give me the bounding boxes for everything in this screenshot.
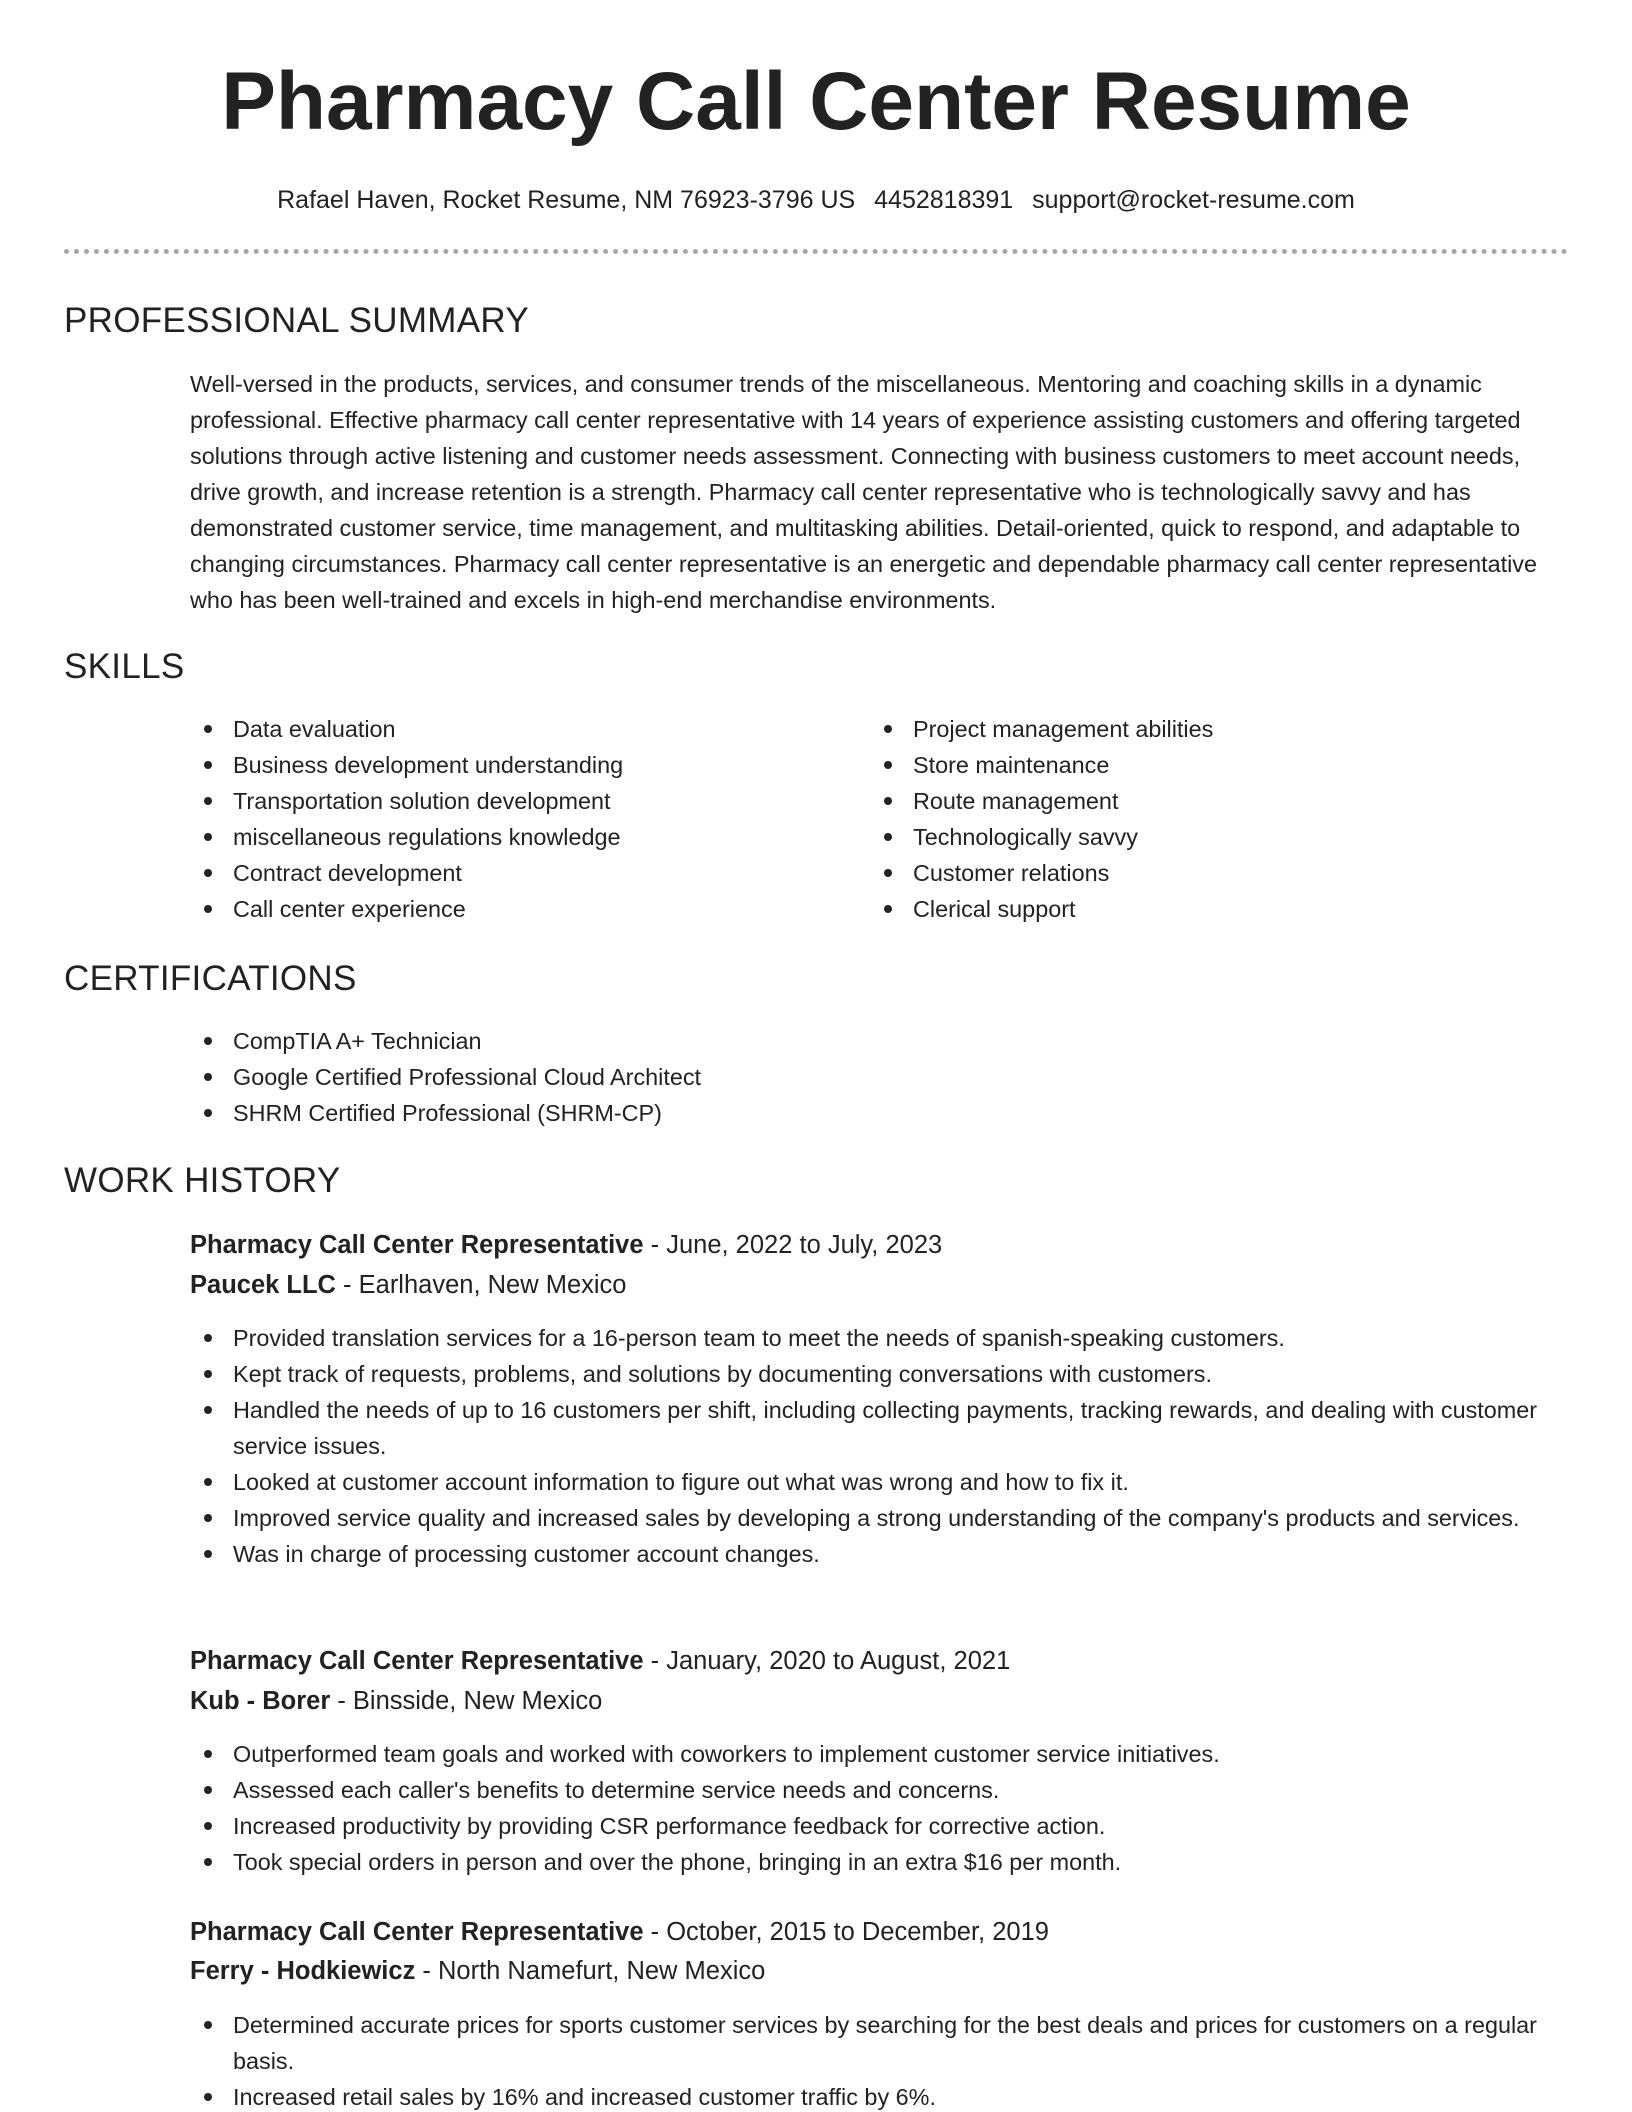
summary-text: Well-versed in the products, services, and consumer trends of the miscellaneous. Mentoring and coaching skills in a dynamic professional. Effective pharmacy call center representative with 14 years of experience assisting customers and offering targeted solutions through active listening and customer needs assessment. Connecting with business customers to meet account needs, drive growth, and increase retention is a strength. Pharmacy call center representative who is technologically savvy and has demonstrated customer service, time management, and multitasking abilities. Detail-oriented, quick to respond, and adaptable to changing circumstances. Pharmacy call center representative is an energetic and dependable pharmacy call center representative who has been well-trained and excels in high-end merchandise environments. — [190, 371, 1537, 613]
job-company-line — [190, 1951, 765, 1991]
skill-item: Clerical support — [870, 891, 1510, 927]
skill-item: Transportation solution development — [190, 783, 830, 819]
skills-list-right — [870, 711, 1510, 927]
skill-item: miscellaneous regulations knowledge — [190, 819, 830, 855]
job-bullet: Increased productivity by providing CSR performance feedback for corrective action. — [190, 1808, 1568, 1844]
skill-item: Project management abilities — [870, 711, 1510, 747]
job-bullet: Took special orders in person and over the phone, bringing in an extra $16 per month. — [190, 1844, 1568, 1880]
job-company-line — [190, 1265, 627, 1305]
certification-item: CompTIA A+ Technician — [190, 1023, 1490, 1059]
job-bullets — [190, 1320, 1568, 1572]
contact-phone: 4452818391 — [874, 186, 1014, 214]
job-title: Pharmacy Call Center Representative — [190, 1647, 644, 1675]
job-bullet: Outperformed team goals and worked with coworkers to implement customer service initiatives. — [190, 1736, 1568, 1772]
skills-heading: SKILLS — [64, 647, 185, 686]
job-bullet: Improved service quality and increased sales by developing a strong understanding of the company's products and services. — [190, 1500, 1568, 1536]
job-company: Kub - Borer — [190, 1687, 331, 1715]
contact-address: Rafael Haven, Rocket Resume, NM 76923-3796 US — [277, 186, 856, 214]
job-title: Pharmacy Call Center Representative — [190, 1918, 644, 1946]
job-location: - Binsside, New Mexico — [330, 1687, 603, 1715]
job-title-line — [190, 1912, 1049, 1952]
skill-item: Business development understanding — [190, 747, 830, 783]
skill-item: Customer relations — [870, 855, 1510, 891]
skill-item: Store maintenance — [870, 747, 1510, 783]
certifications-heading: CERTIFICATIONS — [64, 959, 357, 998]
certification-item: SHRM Certified Professional (SHRM-CP) — [190, 1095, 1490, 1131]
contact-line — [0, 180, 1632, 220]
job-bullet: Was in charge of processing customer account changes. — [190, 1536, 1568, 1572]
job-company: Paucek LLC — [190, 1271, 336, 1299]
job-dates: - October, 2015 to December, 2019 — [643, 1918, 1049, 1946]
work-history-heading: WORK HISTORY — [64, 1161, 341, 1200]
job-company-line — [190, 1681, 602, 1721]
job-bullet: Handled the needs of up to 16 customers per shift, including collecting payments, tracking rewards, and dealing with customer service issues. — [190, 1392, 1568, 1464]
job-bullet: Determined accurate prices for sports customer services by searching for the best deals and prices for customers on a regular basis. — [190, 2007, 1568, 2079]
job-dates: - January, 2020 to August, 2021 — [643, 1647, 1011, 1675]
job-bullet: Kept track of requests, problems, and solutions by documenting conversations with customers. — [190, 1356, 1568, 1392]
job-bullets — [190, 2007, 1568, 2112]
job-bullet: Provided translation services for a 16-person team to meet the needs of spanish-speaking customers. — [190, 1320, 1568, 1356]
job-bullet: Looked at customer account information to figure out what was wrong and how to fix it. — [190, 1464, 1568, 1500]
skills-list-left — [190, 711, 830, 927]
skill-item: Call center experience — [190, 891, 830, 927]
job-dates: - June, 2022 to July, 2023 — [643, 1231, 943, 1259]
resume-title: Pharmacy Call Center Resume — [221, 56, 1411, 147]
skill-item: Data evaluation — [190, 711, 830, 747]
job-title-line — [190, 1225, 942, 1265]
skill-item: Contract development — [190, 855, 830, 891]
job-location: - North Namefurt, New Mexico — [415, 1957, 766, 1985]
job-company: Ferry - Hodkiewicz — [190, 1957, 416, 1985]
job-bullet: Increased retail sales by 16% and increased customer traffic by 6%. — [190, 2079, 1568, 2112]
contact-email: support@rocket-resume.com — [1032, 186, 1355, 214]
certification-item: Google Certified Professional Cloud Architect — [190, 1059, 1490, 1095]
header-divider — [64, 249, 1568, 254]
certifications-list — [190, 1023, 1490, 1131]
skill-item: Route management — [870, 783, 1510, 819]
summary-heading: PROFESSIONAL SUMMARY — [64, 301, 529, 340]
job-bullet: Assessed each caller's benefits to determine service needs and concerns. — [190, 1772, 1568, 1808]
job-location: - Earlhaven, New Mexico — [335, 1271, 627, 1299]
job-title-line — [190, 1641, 1010, 1681]
job-bullets — [190, 1736, 1568, 1880]
job-title: Pharmacy Call Center Representative — [190, 1231, 644, 1259]
skill-item: Technologically savvy — [870, 819, 1510, 855]
